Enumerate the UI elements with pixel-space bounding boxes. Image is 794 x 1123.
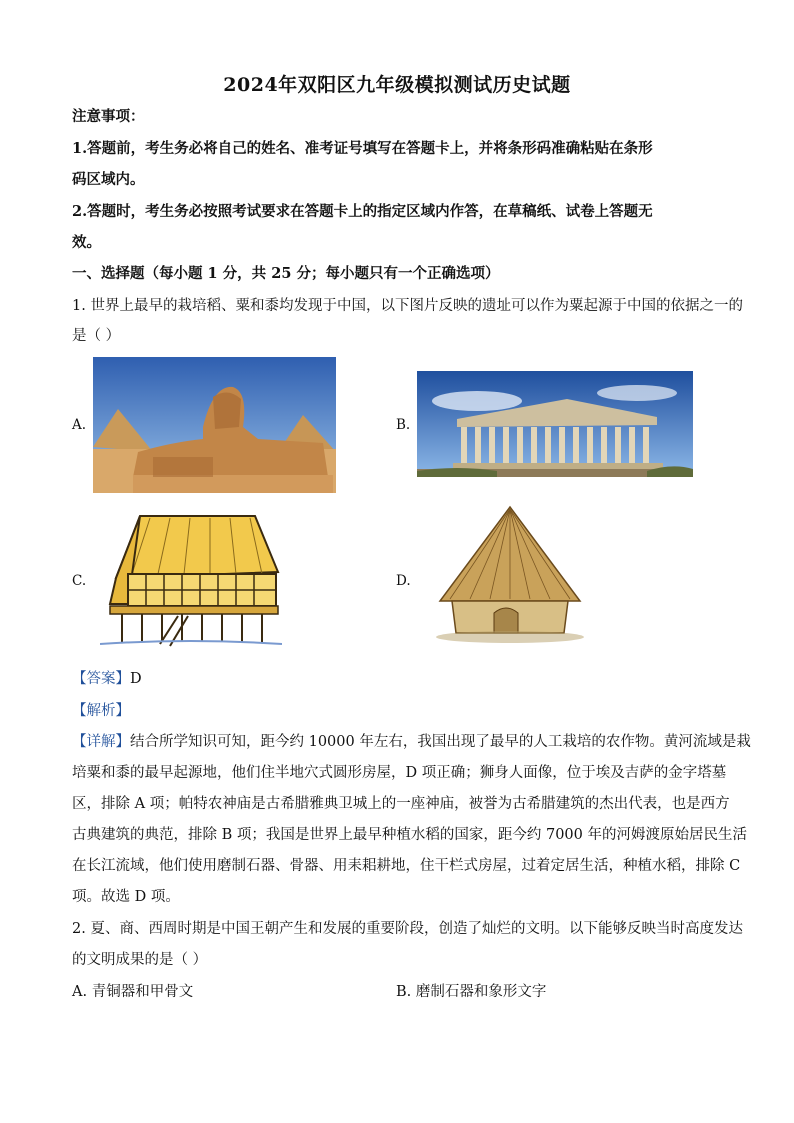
q1-answer-line [72, 664, 722, 694]
q1-detail-line-5: 在长江流域，他们使用磨制石器、骨器、用耒耜耕地，住干栏式房屋，过着定居生活，种植水稻，排除 C [72, 858, 741, 874]
notice-heading: 注意事项： [72, 108, 145, 125]
detail-text-1: 结合所学知识可知，距今约 10000 年左右，我国出现了最早的人工栽培的农作物。黄河流域是栽 [130, 734, 751, 750]
q1-option-b-label: B. [396, 417, 411, 433]
q1-stem-line-2: 是（ ） [72, 328, 121, 344]
stilt-house-image [100, 512, 282, 650]
analysis-tag: 【解析】 [72, 703, 130, 719]
detail-tag: 【详解】 [72, 734, 130, 750]
q1-option-d-label: D. [396, 573, 411, 589]
q1-stem-line-1: 1. 世界上最早的栽培稻、粟和黍均发现于中国，以下图片反映的遗址可以作为粟起源于中国的依据之一的 [72, 298, 743, 314]
q1-detail-line-1 [72, 727, 751, 757]
answer-tag: 【答案】 [72, 671, 130, 687]
parthenon-image [417, 371, 693, 477]
q2-stem-line-2: 的文明成果的是（ ） [72, 952, 208, 968]
q1-option-c-label: C. [72, 573, 87, 589]
notice-item-1-line-2: 码区域内。 [72, 171, 145, 188]
q1-detail-line-6: 项。故选 D 项。 [72, 889, 180, 905]
section-heading: 一、选择题（每小题 1 分，共 25 分；每小题只有一个正确选项） [72, 265, 500, 282]
q1-detail-line-3: 区，排除 A 项；帕特农神庙是古希腊雅典卫城上的一座神庙，被誉为古希腊建筑的杰出代表，也是西方 [72, 796, 730, 812]
sphinx-image [93, 357, 336, 493]
q1-option-a-label: A. [72, 417, 87, 433]
q2-option-a: A. 青铜器和甲骨文 [72, 984, 194, 1000]
page-title: 2024年双阳区九年级模拟测试历史试题 [223, 74, 571, 96]
notice-item-1-line-1: 1.答题前，考生务必将自己的姓名、准考证号填写在答题卡上，并将条形码准确粘贴在条形 [72, 140, 653, 157]
q1-detail-line-2: 培粟和黍的最早起源地，他们住半地穴式圆形房屋，D 项正确；狮身人面像，位于埃及吉萨的金字塔墓 [72, 765, 727, 781]
answer-value: D [130, 671, 142, 687]
notice-item-2-line-1: 2.答题时，考生务必按照考试要求在答题卡上的指定区域内作答，在草稿纸、试卷上答题无 [72, 203, 653, 220]
q1-detail-line-4: 古典建筑的典范，排除 B 项；我国是世界上最早种植水稻的国家，距今约 7000 年的河姆渡原始居民生活 [72, 827, 747, 843]
q2-stem-line-1: 2. 夏、商、西周时期是中国王朝产生和发展的重要阶段，创造了灿烂的文明。以下能够反映当时高度发达 [72, 921, 743, 937]
q2-option-b: B. 磨制石器和象形文字 [396, 984, 547, 1000]
q1-analysis-line [72, 696, 722, 726]
round-hut-image [430, 505, 590, 650]
notice-item-2-line-2: 效。 [72, 234, 101, 251]
